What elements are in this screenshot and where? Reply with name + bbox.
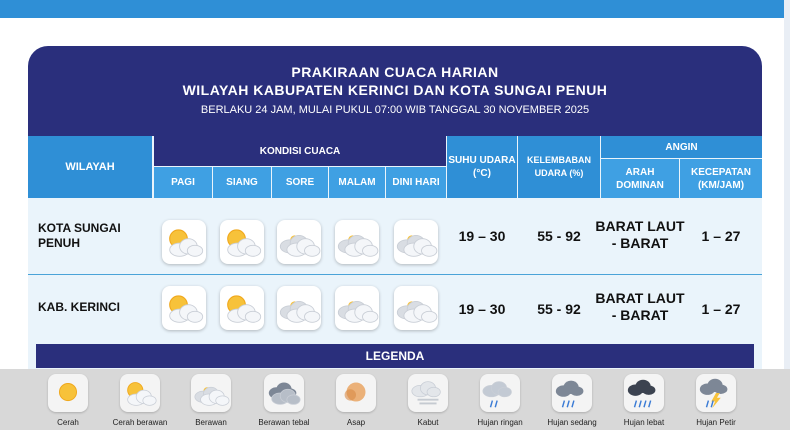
header-malam: MALAM (329, 167, 385, 198)
thunderstorm-icon (696, 374, 736, 412)
legend-item-kabut (392, 374, 464, 427)
partly-cloudy-icon (162, 220, 206, 264)
light-rain-icon (480, 374, 520, 412)
header-kelembaban: KELEMBABAN UDARA (%) (518, 136, 600, 198)
top-band (0, 0, 790, 18)
arah-value: BARAT LAUT - BARAT (595, 218, 685, 251)
row-name-kab-kerinci: KAB. KERINCI (38, 300, 121, 314)
header-sore: SORE (272, 167, 328, 198)
header-arah-dominan: ARAH DOMINAN (601, 159, 679, 198)
partly-cloudy-icon (220, 220, 264, 264)
partly-cloudy-icon (162, 286, 206, 330)
cloudy-icon (191, 374, 231, 412)
suhu-value: 19 – 30 (458, 228, 506, 244)
overcast-icon (264, 374, 304, 412)
legend-label: Asap (346, 418, 366, 427)
row-name-kota-sungai-penuh: KOTA SUNGAI PENUH (38, 221, 121, 250)
smoke-icon (336, 374, 376, 412)
cloudy-icon (335, 220, 379, 264)
cloudy-icon (191, 374, 231, 412)
legend-label: Hujan lebat (623, 418, 665, 427)
title-box (28, 46, 762, 136)
legend-item-hujan-lebat (608, 374, 680, 427)
heavy-rain-icon (624, 374, 664, 412)
fog-icon (408, 374, 448, 412)
partly-cloudy-icon (120, 374, 160, 412)
kelembaban-value: 55 - 92 (537, 301, 581, 317)
cloudy-icon (335, 220, 379, 264)
legend-label: Cerah berawan (112, 418, 168, 427)
header-pagi: PAGI (154, 167, 212, 198)
cloudy-icon (394, 220, 438, 264)
sun-icon (48, 374, 88, 412)
moderate-rain-icon (552, 374, 592, 412)
thunderstorm-icon (696, 374, 736, 412)
cloudy-icon (335, 286, 379, 330)
partly-cloudy-icon (220, 286, 264, 330)
cloudy-icon (394, 220, 438, 264)
header-kecepatan: KECEPATAN (KM/JAM) (680, 159, 762, 198)
header-suhu: SUHU UDARA (°C) (447, 136, 517, 198)
partly-cloudy-icon (162, 220, 206, 264)
row-divider (28, 274, 762, 275)
legend-label: Berawan tebal (258, 418, 310, 427)
header-wilayah: WILAYAH (28, 136, 152, 198)
legend-label: Hujan sedang (547, 418, 597, 427)
arah-value: BARAT LAUT - BARAT (595, 290, 685, 323)
legend-label: Berawan (195, 418, 227, 427)
smoke-icon (336, 374, 376, 412)
header-siang: SIANG (213, 167, 271, 198)
legend-item-hujan-sedang (536, 374, 608, 427)
cloudy-icon (277, 286, 321, 330)
heavy-rain-icon (624, 374, 664, 412)
partly-cloudy-icon (162, 286, 206, 330)
legend-item-berawan-tebal (248, 374, 320, 427)
fog-icon (408, 374, 448, 412)
legend-item-hujan-ringan (464, 374, 536, 427)
legend-title: LEGENDA (36, 344, 754, 368)
legend-item-asap (320, 374, 392, 427)
cloudy-icon (277, 220, 321, 264)
page-edge (784, 0, 790, 430)
validity-text: BERLAKU 24 JAM, MULAI PUKUL 07:00 WIB TANGGAL 30 NOVEMBER 2025 (200, 104, 590, 116)
legend-label: Cerah (57, 418, 79, 427)
legend-area (0, 369, 790, 430)
header-kondisi-cuaca: KONDISI CUACA (154, 136, 446, 166)
partly-cloudy-icon (220, 286, 264, 330)
sun-icon (48, 374, 88, 412)
light-rain-icon (480, 374, 520, 412)
kecepatan-value: 1 – 27 (701, 301, 741, 317)
page-title: PRAKIRAAN CUACA HARIAN (291, 64, 499, 80)
legend-item-cerah (32, 374, 104, 427)
kecepatan-value: 1 – 27 (701, 228, 741, 244)
overcast-icon (264, 374, 304, 412)
legend-item-cerah-berawan (104, 374, 176, 427)
partly-cloudy-icon (120, 374, 160, 412)
legend-item-hujan-petir (680, 374, 752, 427)
cloudy-icon (335, 286, 379, 330)
header-dini-hari: DINI HARI (386, 167, 446, 198)
cloudy-icon (394, 286, 438, 330)
partly-cloudy-icon (220, 220, 264, 264)
cloudy-icon (277, 220, 321, 264)
kelembaban-value: 55 - 92 (537, 228, 581, 244)
suhu-value: 19 – 30 (458, 301, 506, 317)
cloudy-icon (394, 286, 438, 330)
legend-item-berawan (175, 374, 247, 427)
region-title: WILAYAH KABUPATEN KERINCI DAN KOTA SUNGAI PENUH (182, 82, 608, 98)
legend-label: Kabut (417, 418, 439, 427)
header-angin: ANGIN (601, 136, 762, 158)
legend-label: Hujan ringan (477, 418, 523, 427)
cloudy-icon (277, 286, 321, 330)
legend-label: Hujan Petir (696, 418, 736, 427)
moderate-rain-icon (552, 374, 592, 412)
